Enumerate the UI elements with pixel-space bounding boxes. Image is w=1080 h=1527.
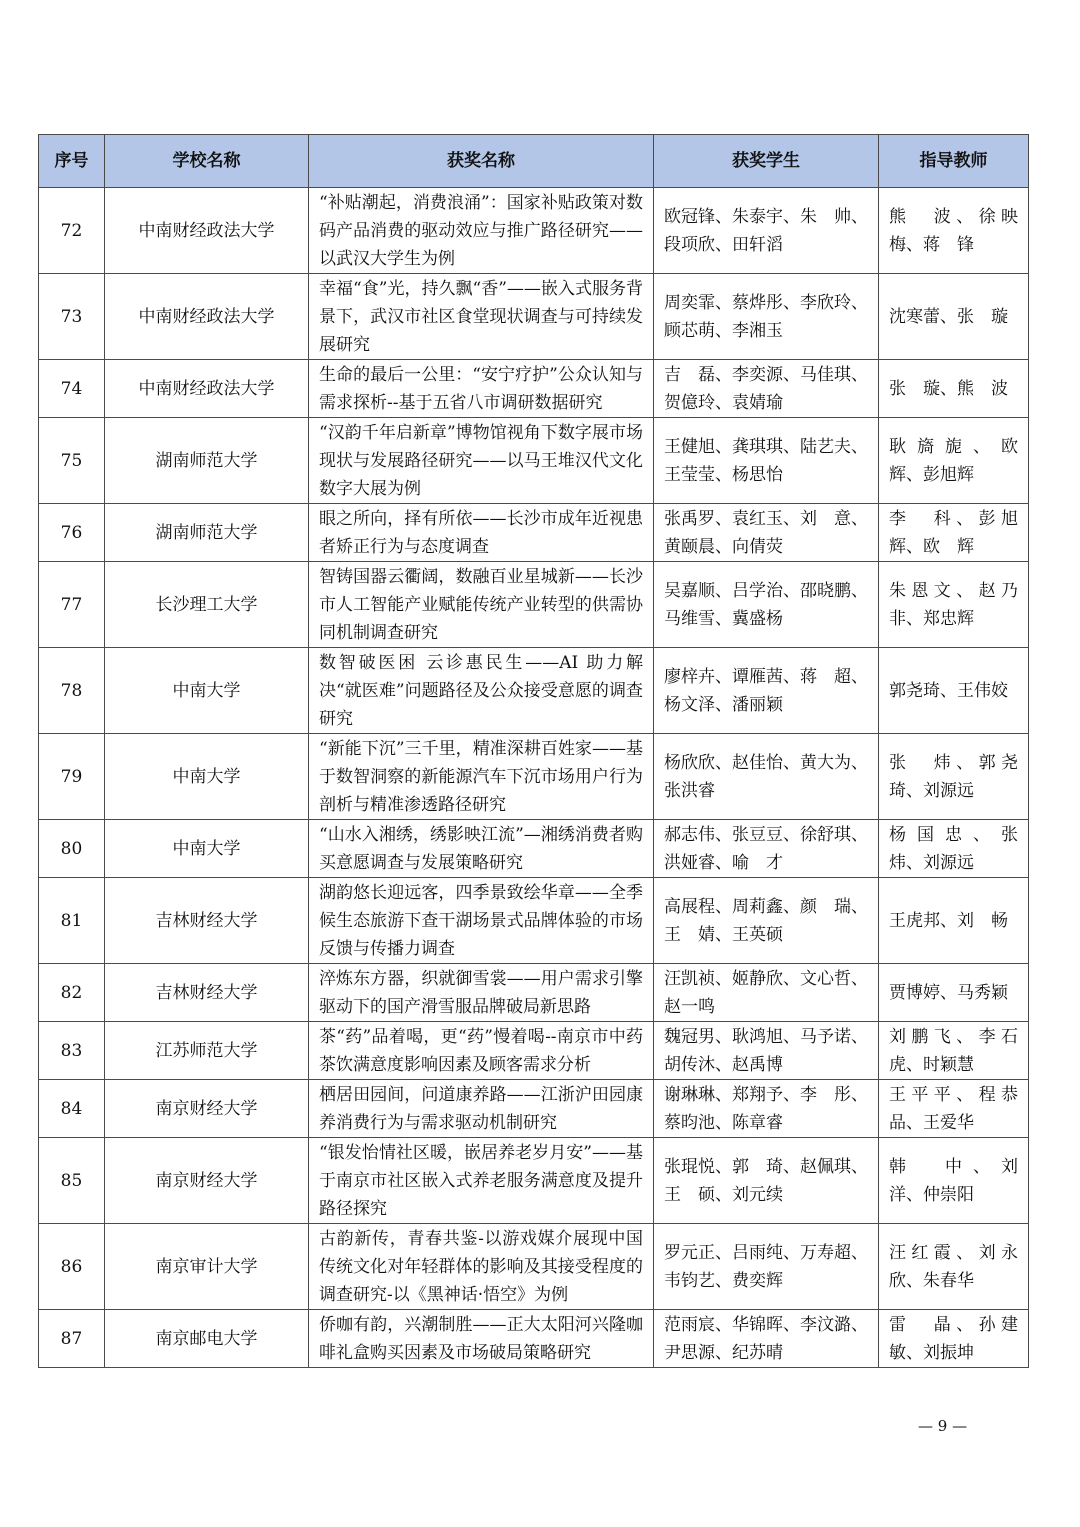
row-number: 77: [39, 562, 105, 648]
table-row: [39, 820, 1029, 878]
row-number: 81: [39, 878, 105, 964]
row-number: 84: [39, 1080, 105, 1138]
award-students: 吴嘉顺、吕学治、邵晓鹏、马维雪、冀盛杨: [654, 562, 879, 648]
award-students: 罗元正、吕雨纯、万寿超、韦钧艺、费奕辉: [654, 1224, 879, 1310]
advising-teachers: 贾博婷、马秀颖: [879, 964, 1029, 1022]
school-name: 中南财经政法大学: [105, 360, 309, 418]
award-students: 高展程、周莉鑫、颜 瑞、王 婧、王英硕: [654, 878, 879, 964]
table-row: [39, 188, 1029, 274]
award-title: “汉韵千年启新章”博物馆视角下数字展市场现状与发展路径研究——以马王堆汉代文化数字大展为例: [309, 418, 654, 504]
row-number: 80: [39, 820, 105, 878]
header-award: 获奖名称: [309, 135, 654, 188]
row-number: 74: [39, 360, 105, 418]
award-students: 周奕霏、蔡烨彤、李欣玲、顾芯萌、李湘玉: [654, 274, 879, 360]
row-number: 87: [39, 1310, 105, 1368]
row-number: 86: [39, 1224, 105, 1310]
school-name: 南京审计大学: [105, 1224, 309, 1310]
table-row: [39, 562, 1029, 648]
award-students: 欧冠锋、朱泰宇、朱 帅、段项欣、田轩滔: [654, 188, 879, 274]
advising-teachers: 耿旖旎、欧 辉、彭旭辉: [879, 418, 1029, 504]
advising-teachers: 李 科、彭旭辉、欧 辉: [879, 504, 1029, 562]
row-number: 76: [39, 504, 105, 562]
award-title: 生命的最后一公里：“安宁疗护”公众认知与需求探析--基于五省八市调研数据研究: [309, 360, 654, 418]
award-students: 郝志伟、张豆豆、徐舒琪、洪娅睿、喻 才: [654, 820, 879, 878]
page-number: — 9 —: [918, 1417, 968, 1435]
award-students: 杨欣欣、赵佳怡、黄大为、张洪睿: [654, 734, 879, 820]
advising-teachers: 熊 波、徐映梅、蒋 锋: [879, 188, 1029, 274]
school-name: 中南大学: [105, 820, 309, 878]
award-students: 汪凯祯、姬静欣、文心哲、赵一鸣: [654, 964, 879, 1022]
table-row: [39, 360, 1029, 418]
row-number: 83: [39, 1022, 105, 1080]
award-title: 侨咖有韵，兴潮制胜——正大太阳河兴隆咖啡礼盒购买因素及市场破局策略研究: [309, 1310, 654, 1368]
advising-teachers: 杨国忠、张 炜、刘源远: [879, 820, 1029, 878]
award-title: “山水入湘绣，绣影映江流”—湘绣消费者购买意愿调查与发展策略研究: [309, 820, 654, 878]
award-students: 范雨宸、华锦晖、李汶潞、尹思源、纪苏晴: [654, 1310, 879, 1368]
award-students: 张琨悦、郭 琦、赵佩琪、王 硕、刘元续: [654, 1138, 879, 1224]
school-name: 吉林财经大学: [105, 964, 309, 1022]
header-teachers: 指导教师: [879, 135, 1029, 188]
awards-table: [38, 134, 1035, 1368]
row-number: 73: [39, 274, 105, 360]
award-students: 吉 磊、李奕源、马佳琪、贺億玲、袁婧瑜: [654, 360, 879, 418]
award-title: “银发怡情社区暖，嵌居养老岁月安”——基于南京市社区嵌入式养老服务满意度及提升路径探究: [309, 1138, 654, 1224]
school-name: 湖南师范大学: [105, 504, 309, 562]
table-row: [39, 1080, 1029, 1138]
award-title: 幸福“食”光，持久飘“香”——嵌入式服务背景下，武汉市社区食堂现状调查与可持续发展研究: [309, 274, 654, 360]
school-name: 中南财经政法大学: [105, 188, 309, 274]
table-row: [39, 1022, 1029, 1080]
table-row: [39, 1224, 1029, 1310]
award-title: 栖居田园间，问道康养路——江浙沪田园康养消费行为与需求驱动机制研究: [309, 1080, 654, 1138]
school-name: 中南大学: [105, 734, 309, 820]
table-row: [39, 734, 1029, 820]
table-row: [39, 504, 1029, 562]
school-name: 吉林财经大学: [105, 878, 309, 964]
award-title: 眼之所向，择有所依——长沙市成年近视患者矫正行为与态度调查: [309, 504, 654, 562]
award-title: “补贴潮起，消费浪涌”：国家补贴政策对数码产品消费的驱动效应与推广路径研究——以武汉大学生为例: [309, 188, 654, 274]
award-title: 数智破医困 云诊惠民生——AI 助力解决“就医难”问题路径及公众接受意愿的调查研究: [309, 648, 654, 734]
school-name: 中南大学: [105, 648, 309, 734]
table-body: [39, 188, 1035, 1368]
advising-teachers: 王虎邦、刘 畅: [879, 878, 1029, 964]
award-title: 古韵新传，青春共鉴-以游戏媒介展现中国传统文化对年轻群体的影响及其接受程度的调查研究-以《黑神话·悟空》为例: [309, 1224, 654, 1310]
school-name: 南京财经大学: [105, 1080, 309, 1138]
table-header-row: [39, 135, 1029, 188]
award-students: 廖梓卉、谭雁茜、蒋 超、杨文泽、潘丽颖: [654, 648, 879, 734]
table-row: [39, 1310, 1029, 1368]
table-row: [39, 648, 1029, 734]
school-name: 长沙理工大学: [105, 562, 309, 648]
row-number: 72: [39, 188, 105, 274]
advising-teachers: 雷 晶、孙建敏、刘振坤: [879, 1310, 1029, 1368]
award-title: 茶“药”品着喝，更“药”慢着喝--南京市中药茶饮满意度影响因素及顾客需求分析: [309, 1022, 654, 1080]
award-students: 谢琳琳、郑翔予、李 彤、蔡昀池、陈章睿: [654, 1080, 879, 1138]
award-title: 湖韵悠长迎远客，四季景致绘华章——全季候生态旅游下查干湖场景式品牌体验的市场反馈与传播力调查: [309, 878, 654, 964]
row-number: 79: [39, 734, 105, 820]
table-row: [39, 878, 1029, 964]
advising-teachers: 张 璇、熊 波: [879, 360, 1029, 418]
advising-teachers: 韩 中、刘 洋、仲崇阳: [879, 1138, 1029, 1224]
header-school: 学校名称: [105, 135, 309, 188]
table-row: [39, 274, 1029, 360]
award-title: 淬炼东方器，织就御雪裳——用户需求引擎驱动下的国产滑雪服品牌破局新思路: [309, 964, 654, 1022]
award-title: 智铸国器云衢阔，数融百业星城新——长沙市人工智能产业赋能传统产业转型的供需协同机制调查研究: [309, 562, 654, 648]
school-name: 南京财经大学: [105, 1138, 309, 1224]
advising-teachers: 张 炜、郭尧琦、刘源远: [879, 734, 1029, 820]
table-row: [39, 964, 1029, 1022]
row-number: 85: [39, 1138, 105, 1224]
award-students: 王健旭、龚琪琪、陆艺夫、王莹莹、杨思怡: [654, 418, 879, 504]
advising-teachers: 王平平、程恭品、王爱华: [879, 1080, 1029, 1138]
row-number: 78: [39, 648, 105, 734]
advising-teachers: 汪红霞、刘永欣、朱春华: [879, 1224, 1029, 1310]
school-name: 南京邮电大学: [105, 1310, 309, 1368]
header-students: 获奖学生: [654, 135, 879, 188]
table-row: [39, 1138, 1029, 1224]
award-title: “新能下沉”三千里，精准深耕百姓家——基于数智洞察的新能源汽车下沉市场用户行为剖析与精准渗透路径研究: [309, 734, 654, 820]
advising-teachers: 沈寒蕾、张 璇: [879, 274, 1029, 360]
row-number: 82: [39, 964, 105, 1022]
school-name: 江苏师范大学: [105, 1022, 309, 1080]
school-name: 中南财经政法大学: [105, 274, 309, 360]
header-no: 序号: [39, 135, 105, 188]
advising-teachers: 刘鹏飞、李石虎、时颖慧: [879, 1022, 1029, 1080]
advising-teachers: 郭尧琦、王伟姣: [879, 648, 1029, 734]
award-students: 张禹罗、袁红玉、刘 意、黄颐晨、向倩荧: [654, 504, 879, 562]
award-students: 魏冠男、耿鸿旭、马予诺、胡传沐、赵禹博: [654, 1022, 879, 1080]
advising-teachers: 朱恩文、赵乃非、郑忠辉: [879, 562, 1029, 648]
row-number: 75: [39, 418, 105, 504]
table-row: [39, 418, 1029, 504]
school-name: 湖南师范大学: [105, 418, 309, 504]
